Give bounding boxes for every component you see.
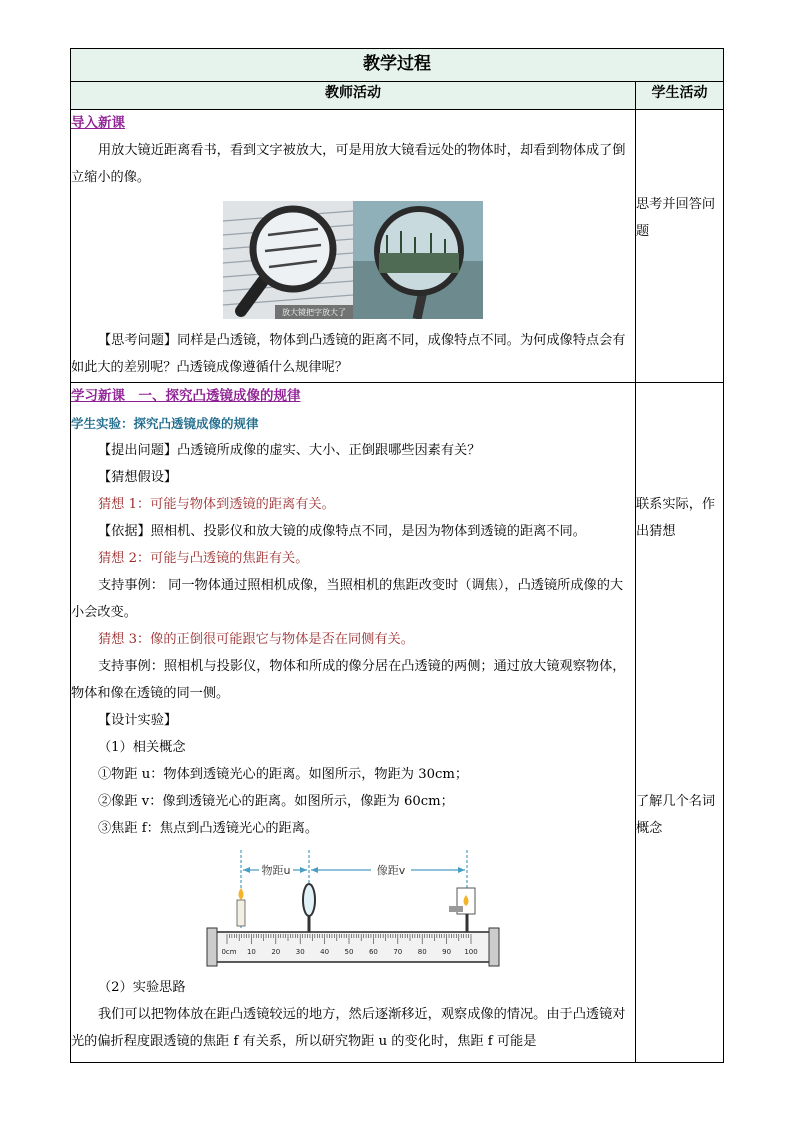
design-heading: 【设计实验】	[98, 713, 178, 728]
hypothesis-heading: 【猜想假设】	[98, 470, 178, 485]
object-distance-label: 物距u	[261, 864, 291, 877]
hypothesis-3: 猜想 3：像的正倒很可能跟它与物体是否在同侧有关。	[98, 632, 414, 647]
idea-paragraph: 我们可以把物体放在距凸透镜较远的地方，然后逐渐移近，观察成像的情况。由于凸透镜对光的偏折程度跟透镜的焦距 f 有关系，所以研究物距 u 的变化时，焦距 f 可能是	[71, 1007, 626, 1049]
support-example-1: 支持事例： 同一物体通过照相机成像，当照相机的焦距改变时（调焦），凸透镜所成像的大小会改变。	[71, 578, 624, 620]
magnifier-trees-photo	[353, 201, 483, 319]
intro-paragraph: 用放大镜近距离看书，看到文字被放大，可是用放大镜看远处的物体时，却看到物体成了倒立缩小的像。	[71, 143, 626, 185]
ruler-tick-label: 100	[464, 948, 478, 956]
ruler-tick-label: 0cm	[221, 948, 237, 956]
raise-question: 【提出问题】凸透镜所成像的虚实、大小、正倒跟哪些因素有关？	[98, 443, 481, 458]
think-question: 【思考问题】同样是凸透镜，物体到凸透镜的距离不同，成像特点不同。为何成像特点会有如此大的差别呢？凸透镜成像遵循什么规律呢？	[71, 333, 626, 375]
intro-student-cell	[636, 110, 724, 383]
optical-bench-diagram	[71, 848, 635, 970]
hypothesis-1: 猜想 1：可能与物体到透镜的距离有关。	[98, 497, 335, 512]
ruler-tick-label: 20	[271, 948, 281, 956]
lesson-table	[70, 48, 724, 1063]
ruler-tick-label: 70	[393, 948, 403, 956]
basis-text: 【依据】照相机、投影仪和放大镜的成像特点不同，是因为物体到透镜的距离不同。	[98, 524, 586, 539]
intro-teacher-cell	[71, 110, 636, 383]
magnifier-text-photo	[223, 201, 353, 319]
magnifier-photos	[71, 201, 635, 319]
photo-caption: 放大镜把字放大了	[282, 308, 346, 317]
experiment-title: 学生实验：探究凸透镜成像的规律	[71, 416, 259, 431]
concept-heading: （1）相关概念	[98, 740, 186, 755]
intro-student-activity: 思考并回答问题	[636, 197, 716, 239]
teacher-activity-header: 教师活动	[71, 82, 636, 110]
support-example-2: 支持事例：照相机与投影仪，物体和所成的像分居在凸透镜的两侧；通过放大镜观察物体，物体和像在透镜的同一侧。	[71, 659, 626, 701]
concept-image-distance: ②像距 v：像到透镜光心的距离。如图所示，像距为 60cm；	[98, 794, 454, 809]
student-activity-concepts: 了解几个名词概念	[636, 794, 716, 836]
lesson-teacher-cell	[71, 383, 636, 1063]
student-activity-guess: 联系实际，作出猜想	[636, 497, 716, 539]
lesson-student-cell	[636, 383, 724, 1063]
concept-object-distance: ①物距 u：物体到透镜光心的距离。如图所示，物距为 30cm；	[98, 767, 469, 782]
ruler-tick-label: 10	[246, 948, 256, 956]
table-title: 教学过程	[71, 49, 724, 82]
idea-heading: （2）实验思路	[98, 980, 186, 995]
hypothesis-2: 猜想 2：可能与凸透镜的焦距有关。	[98, 551, 309, 566]
ruler-tick-label: 30	[295, 948, 305, 956]
intro-section-title: 导入新课	[71, 115, 125, 131]
ruler-tick-label: 80	[417, 948, 427, 956]
lesson-section-title: 学习新课 一、探究凸透镜成像的规律	[71, 388, 301, 404]
concept-focal-length: ③焦距 f：焦点到凸透镜光心的距离。	[98, 821, 319, 836]
ruler-tick-label: 90	[442, 948, 452, 956]
ruler-tick-label: 50	[344, 948, 354, 956]
student-activity-header: 学生活动	[636, 82, 724, 110]
ruler-tick-label: 60	[368, 948, 378, 956]
ruler-tick-label: 40	[320, 948, 330, 956]
image-distance-label: 像距v	[376, 864, 406, 877]
